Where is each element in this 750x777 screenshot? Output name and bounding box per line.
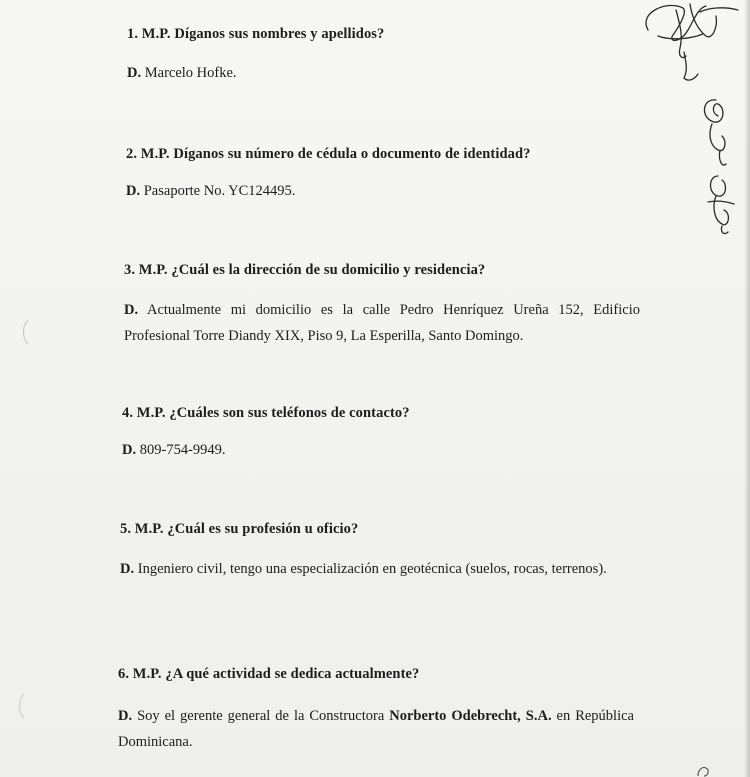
- answer-4-lead: D.: [122, 442, 137, 458]
- answer-3: [124, 297, 640, 349]
- page-edge-shadow: [744, 0, 750, 777]
- handwritten-signature-initials: [628, 0, 750, 240]
- margin-mark-left-lower: [14, 692, 28, 720]
- answer-5: [120, 556, 636, 582]
- answer-5-lead: D.: [120, 561, 135, 577]
- answer-1-text: Marcelo Hofke.: [144, 65, 237, 81]
- question-4: 4. M.P. ¿Cuáles son sus teléfonos de contacto?: [122, 405, 410, 421]
- margin-mark-left-upper: [18, 318, 32, 346]
- question-1: 1. M.P. Díganos sus nombres y apellidos?: [127, 26, 385, 42]
- answer-6-company-name: Norberto Odebrecht, S.A.: [389, 708, 552, 724]
- question-2: 2. M.P. Díganos su número de cédula o documento de identidad?: [126, 146, 531, 162]
- answer-1: [127, 60, 643, 86]
- question-6: 6. M.P. ¿A qué actividad se dedica actualmente?: [118, 666, 420, 682]
- answer-6-lead: D.: [118, 708, 133, 724]
- answer-6-text-pre: Soy el gerente general de la Constructora: [137, 708, 385, 724]
- answer-2-text: Pasaporte No. YC124495.: [143, 183, 296, 199]
- answer-4-text: 809-754-9949.: [139, 442, 226, 458]
- question-5: 5. M.P. ¿Cuál es su profesión u oficio?: [120, 521, 359, 537]
- answer-2-lead: D.: [126, 183, 141, 199]
- answer-6-text-post: en República Dominicana.: [118, 708, 634, 750]
- answer-2: [126, 178, 642, 204]
- margin-mark-bottom-right: [694, 762, 714, 777]
- answer-3-lead: D.: [124, 302, 139, 318]
- answer-5-text: Ingeniero civil, tengo una especialización en geotécnica (suelos, rocas, terrenos).: [137, 561, 607, 577]
- answer-4: [122, 437, 638, 463]
- answer-1-lead: D.: [127, 65, 142, 81]
- answer-3-text: Actualmente mi domicilio es la calle Pedro Henríquez Ureña 152, Edificio Profesional Torre Diandy XIX, Piso 9, La Esperilla, Santo Domingo.: [124, 302, 641, 344]
- question-3: 3. M.P. ¿Cuál es la dirección de su domicilio y residencia?: [124, 262, 486, 278]
- answer-6: [118, 703, 634, 755]
